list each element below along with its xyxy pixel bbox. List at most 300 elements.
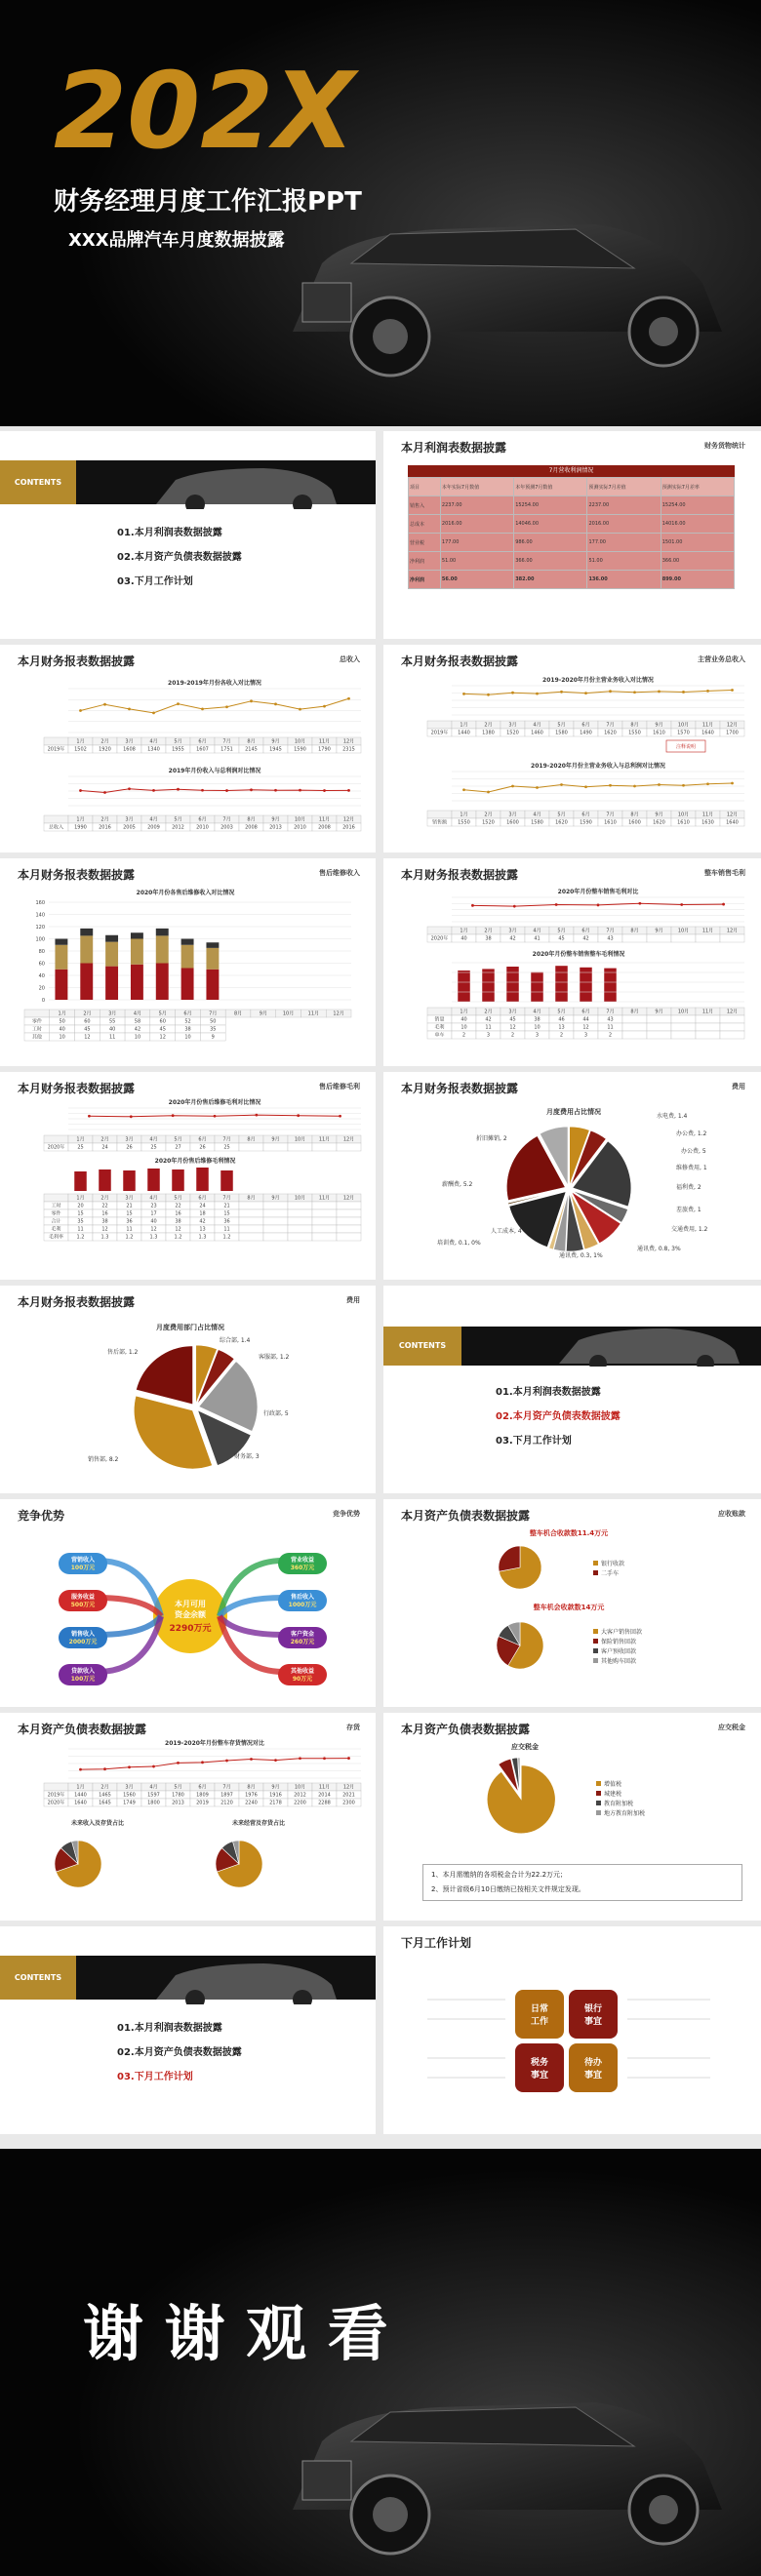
table-cell-text: 1.3 xyxy=(100,1234,109,1241)
table-cell-text: 2月 xyxy=(484,722,493,729)
pie-label: 差旅费, 1 xyxy=(676,1207,701,1213)
table-cell xyxy=(312,1209,337,1217)
table-cell-text: 36 xyxy=(223,1218,230,1225)
table-cell-text: 2120 xyxy=(220,1800,233,1806)
chart-title: 整车机合收款数11.4万元 xyxy=(529,1529,609,1537)
table-cell-text: 1790 xyxy=(318,746,331,753)
bar xyxy=(156,935,169,963)
table-cell xyxy=(239,1217,263,1225)
table-cell-text: 2月 xyxy=(100,816,109,823)
table-cell-text: 7月 xyxy=(606,812,615,818)
table-cell-text: 2月 xyxy=(100,1136,109,1143)
table-cell-text: 2005 xyxy=(123,824,136,831)
table-cell-text: 9月 xyxy=(271,1784,280,1791)
slide-tag: 总收入 xyxy=(340,655,360,663)
table-row xyxy=(409,571,735,589)
table-cell xyxy=(312,1233,337,1241)
table-cell-text: 3月 xyxy=(125,738,134,745)
table-cell-text: 2010 xyxy=(294,824,306,831)
table-cell-text: 2019 xyxy=(196,1800,209,1806)
table-cell xyxy=(427,1008,452,1015)
legend-swatch xyxy=(593,1570,598,1575)
table-cell-text: 12月 xyxy=(726,928,739,934)
table-cell-text: 7月 xyxy=(606,722,615,729)
table-cell-text: 9月 xyxy=(655,812,663,818)
table-cell-text: 1月 xyxy=(76,816,85,823)
table-cell-text: 38 xyxy=(534,1016,541,1023)
bar xyxy=(80,929,93,936)
table-cell-text: 零件 xyxy=(31,1018,42,1025)
agenda-item-2[interactable]: 02.本月资产负债表数据披露 xyxy=(117,552,242,563)
table-cell-text: 1550 xyxy=(458,819,470,826)
bar xyxy=(604,969,617,1002)
pie-label: 客服部, 1.2 xyxy=(259,1354,290,1361)
table-cell-text: 2019年 xyxy=(47,746,65,753)
table-row xyxy=(409,534,735,552)
profit-table xyxy=(408,477,735,589)
table-cell-text: 2008 xyxy=(318,824,331,831)
table-cell-text: 40 xyxy=(109,1026,116,1033)
table-cell-text: 20 xyxy=(77,1203,84,1209)
table-cell-text: 1751 xyxy=(220,746,233,753)
table-cell xyxy=(288,1233,312,1241)
table-cell-text: 10月 xyxy=(294,738,306,745)
table-cell-text: 2019年 xyxy=(430,730,449,736)
table-cell-text: 11月 xyxy=(307,1011,320,1017)
table-cell: 营业税 xyxy=(409,534,441,552)
contents-slide-3 xyxy=(0,1926,376,2134)
pie-label: 通讯费, 0.8, 3% xyxy=(637,1246,681,1252)
table-cell-text: 11月 xyxy=(318,1136,331,1143)
connector xyxy=(98,1616,161,1635)
table-cell-text: 6月 xyxy=(198,1136,207,1143)
table-cell-text: 2003 xyxy=(220,824,233,831)
table-cell-text: 销量 xyxy=(434,1016,445,1023)
table-cell-text: 13 xyxy=(199,1226,206,1233)
table-cell-text: 15 xyxy=(126,1210,133,1217)
table-cell-text: 2013 xyxy=(269,824,282,831)
table-cell xyxy=(44,1135,68,1143)
table-cell xyxy=(427,811,452,818)
bar xyxy=(531,972,543,1002)
table-cell-text: 3月 xyxy=(125,1136,134,1143)
pie-label: 维修费用, 1 xyxy=(676,1165,707,1171)
bar xyxy=(55,945,67,970)
table-cell-text: 5月 xyxy=(557,1009,566,1015)
slide-tag: 售后维修毛利 xyxy=(319,1083,360,1090)
table-cell-text: 10 xyxy=(184,1034,191,1041)
table-cell-text: 11 xyxy=(485,1024,492,1031)
pie-label: 销售部, 8.2 xyxy=(88,1456,119,1463)
plan-tile-label: 工作 xyxy=(530,2017,549,2027)
table-cell-text: 2 xyxy=(608,1032,613,1039)
table-cell-text: 6月 xyxy=(581,812,590,818)
fin-slide-7 xyxy=(0,1072,376,1280)
agenda-item-3[interactable]: 03.下月工作计划 xyxy=(496,1436,572,1447)
table-cell: 总成本 xyxy=(409,515,441,534)
plan-tile xyxy=(569,2043,618,2092)
legend-swatch xyxy=(593,1561,598,1565)
bar xyxy=(55,970,67,1000)
table-cell-text: 40 xyxy=(59,1026,65,1033)
contents-label: CONTENTS xyxy=(0,460,76,504)
table-cell-text: 15 xyxy=(77,1210,84,1217)
table-cell xyxy=(720,934,744,942)
slide-tag: 财务货物统计 xyxy=(704,442,745,450)
agenda-item-2[interactable]: 02.本月资产负债表数据披露 xyxy=(496,1411,621,1422)
table-cell-text: 10月 xyxy=(294,816,306,823)
table-cell-text: 2009 xyxy=(147,824,160,831)
cover-title: 财务经理月度工作汇报PPT xyxy=(54,187,362,217)
table-cell-text: 8月 xyxy=(247,738,256,745)
slide-title: 本月财务报表数据披露 xyxy=(18,868,136,882)
thanks-text: 谢 谢 观 看 xyxy=(83,2298,388,2369)
table-cell xyxy=(337,1209,361,1217)
table-cell-text: 12 xyxy=(150,1226,157,1233)
table-header-cell: 项目 xyxy=(409,478,441,496)
legend-swatch xyxy=(593,1639,598,1644)
pie-label: 薪酬费, 5.2 xyxy=(442,1181,473,1188)
table-cell-text: 4月 xyxy=(533,928,541,934)
table-cell-text: 12月 xyxy=(342,1784,355,1791)
table-cell-text: 7月 xyxy=(222,1136,231,1143)
table-cell xyxy=(622,1031,647,1039)
pie-label: 办公费, 5 xyxy=(681,1148,706,1155)
table-cell-text: 11 xyxy=(77,1226,84,1233)
pie-label: 综合部, 1.4 xyxy=(220,1337,251,1344)
table-cell xyxy=(263,1225,288,1233)
table-cell-text: 4月 xyxy=(149,738,158,745)
table-cell xyxy=(44,815,68,823)
table-cell xyxy=(622,1023,647,1031)
agenda-item-1[interactable]: 01.本月利润表数据披露 xyxy=(117,528,222,538)
fin-slide-8 xyxy=(383,1072,761,1280)
table-cell-text: 2月 xyxy=(100,1784,109,1791)
agenda-item-1[interactable]: 01.本月利润表数据披露 xyxy=(496,1387,601,1398)
table-cell xyxy=(427,927,452,934)
agenda-item-3[interactable]: 03.下月工作计划 xyxy=(117,2072,193,2082)
table-cell-text: 45 xyxy=(159,1026,166,1033)
table-cell-text: 38 xyxy=(101,1218,108,1225)
table-cell-text: 2 xyxy=(559,1032,564,1039)
table-row xyxy=(409,515,735,534)
slide-tag: 售后维修收入 xyxy=(319,869,360,877)
table-header-cell: 预测实际7月差值 xyxy=(587,478,661,496)
table-cell-text: 5月 xyxy=(174,1136,182,1143)
table-cell xyxy=(696,1031,720,1039)
table-cell: 14016.00 xyxy=(661,515,734,534)
contents-slide-1 xyxy=(0,431,376,639)
table-cell-text: 22 xyxy=(175,1203,181,1209)
table-cell xyxy=(337,1143,361,1151)
table-cell xyxy=(671,934,696,942)
table-cell-text: 1640 xyxy=(726,819,739,826)
table-row xyxy=(409,496,735,515)
repair-stacked-bar-chart xyxy=(0,883,376,1063)
table-cell-text: 1610 xyxy=(604,819,617,826)
table-cell-text: 27 xyxy=(175,1144,181,1151)
table-cell xyxy=(696,1015,720,1023)
table-cell-text: 3月 xyxy=(125,1195,134,1202)
table-cell-text: 1月 xyxy=(76,1784,85,1791)
pie-label: 水电费, 1.4 xyxy=(657,1113,688,1120)
table-cell-text: 1.2 xyxy=(76,1234,85,1241)
repair-title: 2020年月份售后维修毛利对比情况 xyxy=(168,1099,261,1106)
slide-title: 本月财务报表数据披露 xyxy=(18,654,136,668)
table-cell-text: 1610 xyxy=(677,819,690,826)
table-cell: 净利润 xyxy=(409,552,441,571)
table-cell-text: 3月 xyxy=(508,1009,517,1015)
table-cell-text: 2020年 xyxy=(47,1800,65,1806)
table-cell-text: 单车 xyxy=(434,1032,445,1039)
slide-title: 本月利润表数据披露 xyxy=(401,441,507,455)
table-cell-text: 22 xyxy=(101,1203,108,1209)
bar xyxy=(506,967,519,1002)
table-cell-text: 1月 xyxy=(460,722,468,729)
table-cell-text: 1608 xyxy=(123,746,136,753)
table-cell-text: 2019年 xyxy=(47,1792,65,1799)
table-cell xyxy=(263,1202,288,1209)
table-cell-text: 6月 xyxy=(198,738,207,745)
bar xyxy=(172,1169,184,1191)
table-cell-text: 1590 xyxy=(580,819,592,826)
note-text: 注释说明 xyxy=(675,744,697,750)
table-cell-text: 25 xyxy=(223,1144,230,1151)
table-cell-text: 10月 xyxy=(677,722,690,729)
table-cell xyxy=(263,1217,288,1225)
connector xyxy=(220,1616,283,1635)
agenda-item-2[interactable]: 02.本月资产负债表数据披露 xyxy=(117,2047,242,2058)
table-cell-text: 2178 xyxy=(269,1800,282,1806)
y-tick: 100 xyxy=(35,936,45,943)
pie-label: 办公费, 1.2 xyxy=(676,1130,707,1137)
table-cell-text: 2012 xyxy=(294,1792,306,1799)
table-row xyxy=(409,552,735,571)
table-cell-text: 1月 xyxy=(460,928,468,934)
bar xyxy=(55,939,67,945)
table-cell xyxy=(622,934,647,942)
table-cell-text: 15 xyxy=(223,1210,230,1217)
table-cell-text: 1490 xyxy=(580,730,592,736)
pie-label: 福利费, 2 xyxy=(676,1184,701,1191)
profit-line xyxy=(81,789,349,793)
pie-label: 财务部, 3 xyxy=(234,1453,260,1460)
table-cell-text: 24 xyxy=(101,1144,108,1151)
table-cell xyxy=(696,934,720,942)
table-cell-text: 21 xyxy=(126,1203,133,1209)
table-cell-text: 1597 xyxy=(147,1792,160,1799)
table-cell-text: 11月 xyxy=(318,738,331,745)
table-cell-text: 1800 xyxy=(147,1800,160,1806)
table-cell-text: 10月 xyxy=(677,928,690,934)
thanks-slide xyxy=(0,2149,761,2576)
pill-label: 营业收益 xyxy=(290,1557,315,1564)
table-cell-text: 1440 xyxy=(74,1792,87,1799)
table-cell xyxy=(263,1233,288,1241)
table-cell xyxy=(288,1202,312,1209)
table-cell-text: 1570 xyxy=(677,730,690,736)
table-cell-text: 销售额 xyxy=(431,819,448,826)
table-cell-text: 1560 xyxy=(123,1792,136,1799)
slide-tag: 整车销售毛利 xyxy=(704,869,745,877)
table-cell-text: 1920 xyxy=(99,746,111,753)
revenue-title: 2019-2019年月份各收入对比情况 xyxy=(168,680,261,687)
bar xyxy=(99,1169,111,1191)
table-cell-text: 18 xyxy=(199,1210,206,1217)
expense-pie-chart xyxy=(383,1096,761,1277)
advantage-diagram xyxy=(0,1524,376,1704)
table-cell-text: 9月 xyxy=(271,1195,280,1202)
inventory-chart xyxy=(0,1737,376,1918)
table-cell-text: 5月 xyxy=(174,738,182,745)
pie-label: 售后部, 1.2 xyxy=(107,1349,139,1356)
table-cell-text: 3月 xyxy=(508,722,517,729)
table-cell-text: 45 xyxy=(558,935,565,942)
slide-title: 本月资产负债表数据披露 xyxy=(401,1509,531,1523)
table-cell-text: 4月 xyxy=(149,1136,158,1143)
table-cell-text: 10 xyxy=(461,1024,467,1031)
fin-slide-9 xyxy=(0,1286,376,1493)
advantage-slide xyxy=(0,1499,376,1707)
table-cell xyxy=(647,934,671,942)
table-cell-text: 11月 xyxy=(701,722,714,729)
table-cell-text: 1.2 xyxy=(125,1234,134,1241)
table-cell-text: 21 xyxy=(223,1203,230,1209)
slide-tag: 费用 xyxy=(346,1296,360,1304)
table-cell-text: 7月 xyxy=(222,738,231,745)
table-cell-text: 42 xyxy=(582,935,589,942)
chart-title: 2020年月份整车销售整车毛利情况 xyxy=(532,951,625,958)
table-cell-text: 1600 xyxy=(506,819,519,826)
table-cell-text: 12月 xyxy=(333,1011,344,1017)
table-cell-text: 毛利 xyxy=(51,1226,61,1233)
inv-title: 2019-2020年月份整车存货情况对比 xyxy=(165,1740,264,1747)
dept-slice xyxy=(136,1346,192,1405)
table-cell-text: 1976 xyxy=(245,1792,258,1799)
table-cell xyxy=(44,737,68,745)
table-cell-text: 12 xyxy=(175,1226,181,1233)
bar xyxy=(181,939,194,945)
agenda-item-1[interactable]: 01.本月利润表数据披露 xyxy=(117,2023,222,2034)
table-cell-text: 8月 xyxy=(247,816,256,823)
slide-title: 本月财务报表数据披露 xyxy=(18,1082,136,1095)
table-cell-text: 2020年 xyxy=(47,1144,65,1151)
table-cell-text: 42 xyxy=(485,1016,492,1023)
table-cell-text: 2月 xyxy=(484,928,493,934)
table-cell-text: 12 xyxy=(84,1034,91,1041)
repair-margin-chart xyxy=(0,1096,376,1277)
table-cell-text: 9月 xyxy=(271,816,280,823)
plan-tile xyxy=(569,1990,618,2039)
table-cell xyxy=(44,1783,68,1791)
table-cell-text: 9月 xyxy=(271,1136,280,1143)
table-cell: 2237.00 xyxy=(440,496,513,515)
table-cell-text: 38 xyxy=(485,935,492,942)
tax-pie-chart xyxy=(383,1737,761,1864)
tax-note-2: 2、预计省级6月10日缴纳已按相关文件规定发现。 xyxy=(431,1885,585,1893)
table-cell-text: 4月 xyxy=(133,1011,142,1017)
table-cell-text: 11 xyxy=(126,1226,133,1233)
y-tick: 0 xyxy=(41,998,45,1004)
table-cell-text: 23 xyxy=(150,1203,157,1209)
table-cell-text: 9 xyxy=(211,1034,215,1041)
bar xyxy=(206,942,219,948)
table-cell: 15254.00 xyxy=(514,496,587,515)
table-cell-text: 40 xyxy=(461,1016,467,1023)
table-cell-text: 7月 xyxy=(222,816,231,823)
table-cell xyxy=(312,1217,337,1225)
table-cell xyxy=(720,1031,744,1039)
table-cell-text: 12 xyxy=(101,1226,108,1233)
table-cell-text: 8月 xyxy=(630,812,639,818)
legend-label: 地方教育附加税 xyxy=(604,1810,646,1817)
table-cell-text: 2315 xyxy=(342,746,355,753)
contents-label: CONTENTS xyxy=(0,1956,76,2000)
table-cell-text: 5月 xyxy=(557,812,566,818)
table-cell-text: 16 xyxy=(175,1210,181,1217)
table-cell-text: 8月 xyxy=(630,722,639,729)
table-cell-text: 2016 xyxy=(99,824,111,831)
table-cell-text: 总收入 xyxy=(48,824,64,831)
y-tick: 60 xyxy=(38,961,45,968)
table-cell-text: 50 xyxy=(59,1018,65,1025)
table-cell xyxy=(239,1143,263,1151)
agenda-item-3[interactable]: 03.下月工作计划 xyxy=(117,576,193,587)
table-cell-text: 12月 xyxy=(342,816,355,823)
y-tick: 80 xyxy=(38,949,45,955)
table-cell-text: 5月 xyxy=(174,1784,182,1791)
table-cell-text: 1440 xyxy=(458,730,470,736)
profit-title: 2019年月份收入与总利润对比情况 xyxy=(168,768,261,774)
table-cell xyxy=(239,1202,263,1209)
table-cell-text: 1550 xyxy=(628,730,641,736)
slide-title: 本月财务报表数据披露 xyxy=(18,1295,136,1309)
table-cell-text: 12月 xyxy=(726,1009,739,1015)
y-tick: 160 xyxy=(35,900,45,906)
plan-diagram xyxy=(383,1951,761,2131)
table-cell xyxy=(671,1031,696,1039)
legend-label: 其他购车回款 xyxy=(601,1658,637,1665)
table-cell xyxy=(337,1233,361,1241)
pill-value: 100万元 xyxy=(70,1565,96,1571)
chart-title: 2020年月份各售后维修收入对比情况 xyxy=(136,890,235,896)
tax-slice xyxy=(487,1765,555,1834)
table-cell-text: 35 xyxy=(77,1218,84,1225)
table-cell xyxy=(288,1217,312,1225)
table-cell-text: 6月 xyxy=(581,928,590,934)
table-cell xyxy=(671,1015,696,1023)
slide-tag: 存货 xyxy=(346,1724,360,1731)
table-cell-text: 其他 xyxy=(31,1034,42,1041)
table-header-row xyxy=(409,478,735,496)
table-cell-text: 2240 xyxy=(245,1800,258,1806)
pill-value: 500万元 xyxy=(70,1602,96,1608)
table-cell xyxy=(622,1015,647,1023)
table-cell-text: 2 xyxy=(510,1032,515,1039)
pill-label: 服务收益 xyxy=(70,1594,96,1601)
slide-title: 本月资产负债表数据披露 xyxy=(18,1723,147,1736)
table-cell-text: 7月 xyxy=(222,1784,231,1791)
table-cell-text: 2013 xyxy=(172,1800,184,1806)
tax-notes xyxy=(422,1864,742,1901)
table-cell: 净利润 xyxy=(409,571,441,589)
bar xyxy=(206,970,219,1000)
bar xyxy=(105,942,118,967)
table-cell: 51.00 xyxy=(587,552,661,571)
tax-note-1: 1、本月需缴纳的各项税金合计为22.2万元； xyxy=(431,1871,568,1879)
table-cell: 15254.00 xyxy=(661,496,734,515)
slide-tag: 主营业务总收入 xyxy=(698,655,745,663)
